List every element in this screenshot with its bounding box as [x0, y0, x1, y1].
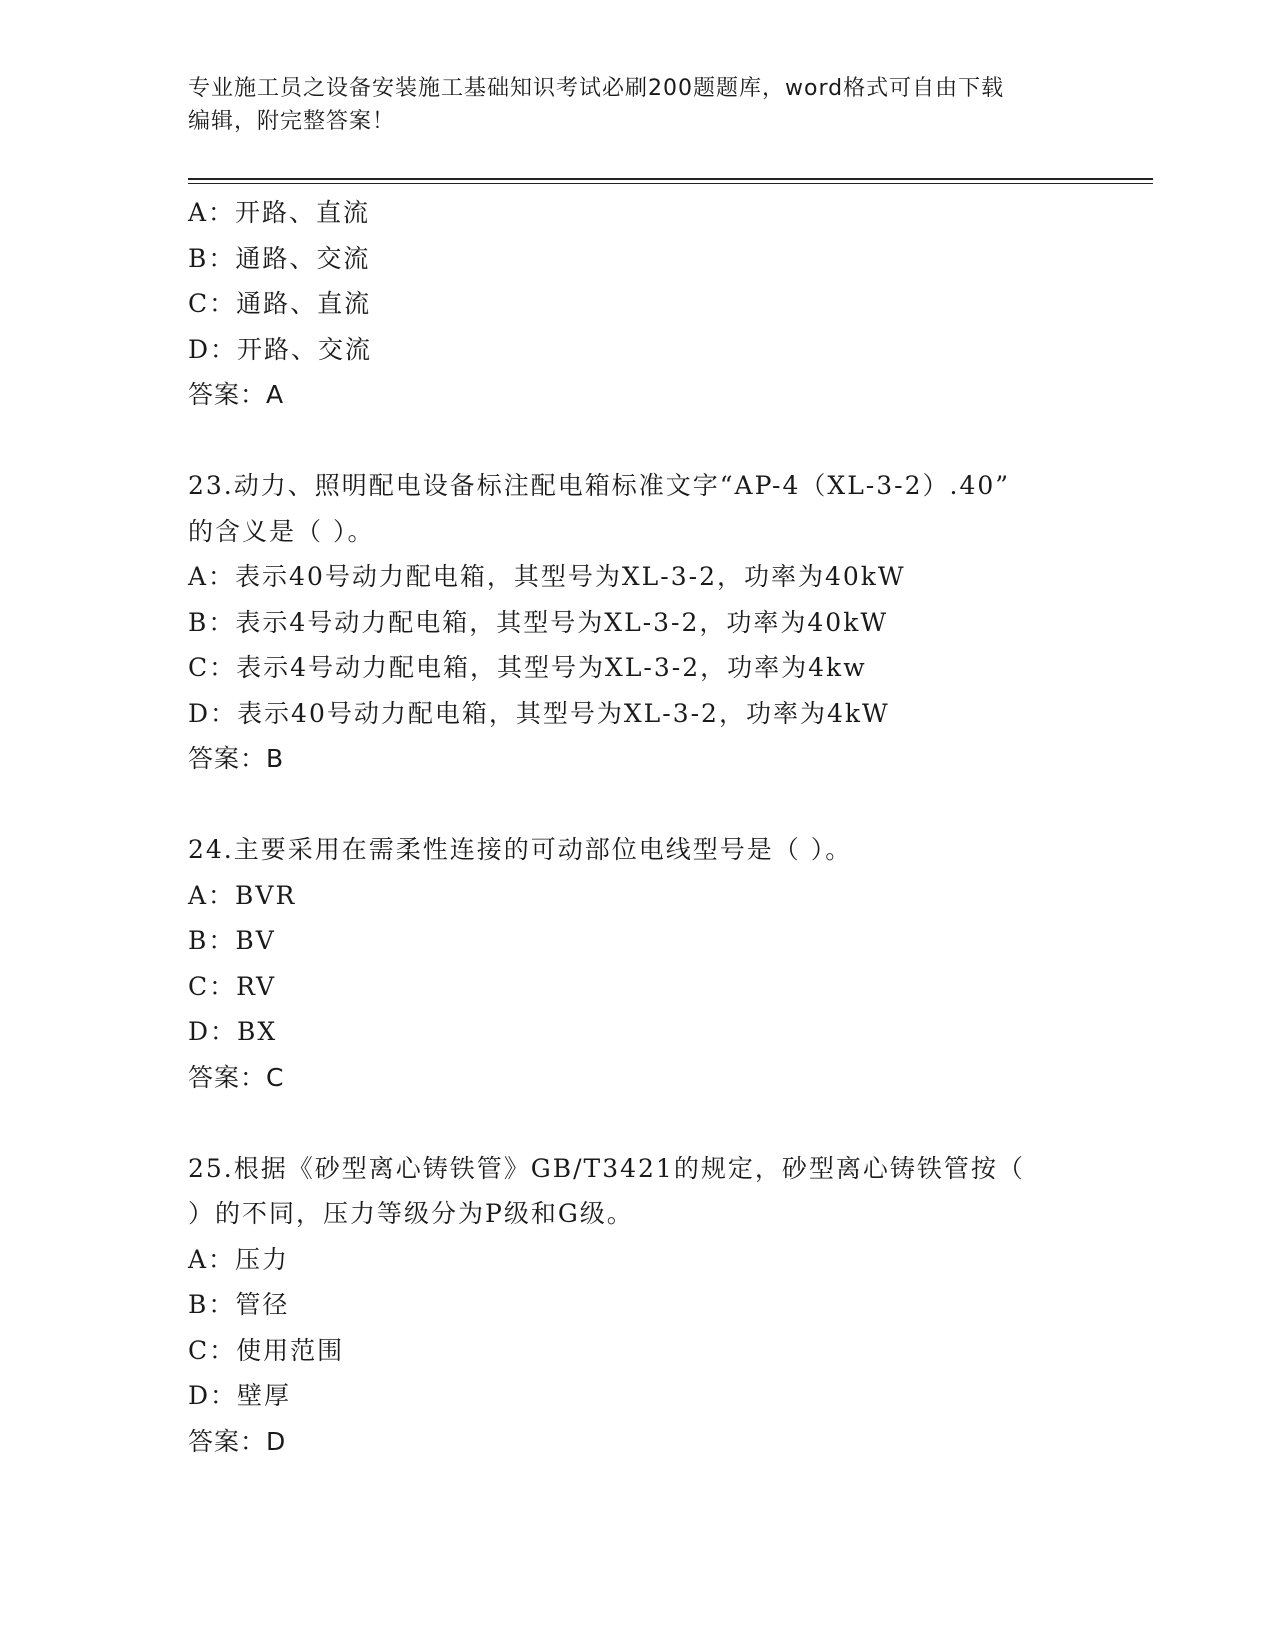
option-c: C：使用范围 [188, 1335, 345, 1365]
question-24 [188, 827, 1088, 1100]
question-stem: 24.主要采用在需柔性连接的可动部位电线型号是（ ）。 [188, 835, 853, 864]
option-d: D：表示40号动力配电箱，其型号为XL-3-2，功率为4kW [188, 698, 890, 728]
option-d: D：BX [188, 1017, 278, 1046]
header-line-1: 专业施工员之设备安装施工基础知识考试必刷200题题库，word格式可自由下载 [188, 76, 1005, 101]
spacer [188, 418, 1088, 464]
option-a: A：开路、直流 [188, 198, 371, 227]
answer-line: 答案：A [188, 380, 285, 409]
answer-line: 答案：B [188, 744, 285, 773]
option-a: A：BVR [188, 880, 297, 910]
question-stem-continued: 的含义是（ ）。 [188, 516, 375, 546]
option-a: A：表示40号动力配电箱，其型号为XL-3-2，功率为40kW [188, 562, 906, 591]
option-d: D：壁厚 [188, 1381, 292, 1410]
option-b: B：表示4号动力配电箱，其型号为XL-3-2，功率为40kW [188, 607, 889, 637]
header-divider-thin [188, 183, 1153, 184]
option-b: B：管径 [188, 1290, 290, 1319]
option-a: A：压力 [188, 1244, 290, 1274]
question-list [188, 190, 1088, 1464]
option-c: C：通路、直流 [188, 289, 372, 318]
document-header [188, 72, 1088, 138]
header-divider-thick [188, 178, 1153, 180]
question-25 [188, 1146, 1088, 1465]
option-c: C：RV [188, 971, 277, 1001]
answer-line: 答案：D [188, 1426, 287, 1456]
spacer [188, 1100, 1088, 1146]
option-b: B：BV [188, 926, 276, 955]
option-c: C：表示4号动力配电箱，其型号为XL-3-2，功率为4kw [188, 653, 867, 682]
answer-line: 答案：C [188, 1062, 285, 1092]
question-stem: 23.动力、照明配电设备标注配电箱标准文字“AP-4（XL-3-2）.40” [188, 471, 1011, 500]
question-23 [188, 463, 1088, 782]
question-stem: 25.根据《砂型离心铸铁管》GB/T3421的规定，砂型离心铸铁管按（ [188, 1153, 1025, 1183]
option-d: D：开路、交流 [188, 334, 373, 364]
spacer [188, 782, 1088, 828]
option-b: B：通路、交流 [188, 243, 371, 273]
header-line-2: 编辑，附完整答案！ [188, 109, 396, 134]
question-22 [188, 190, 1088, 418]
question-stem-continued: ）的不同，压力等级分为P级和G级。 [188, 1199, 634, 1228]
